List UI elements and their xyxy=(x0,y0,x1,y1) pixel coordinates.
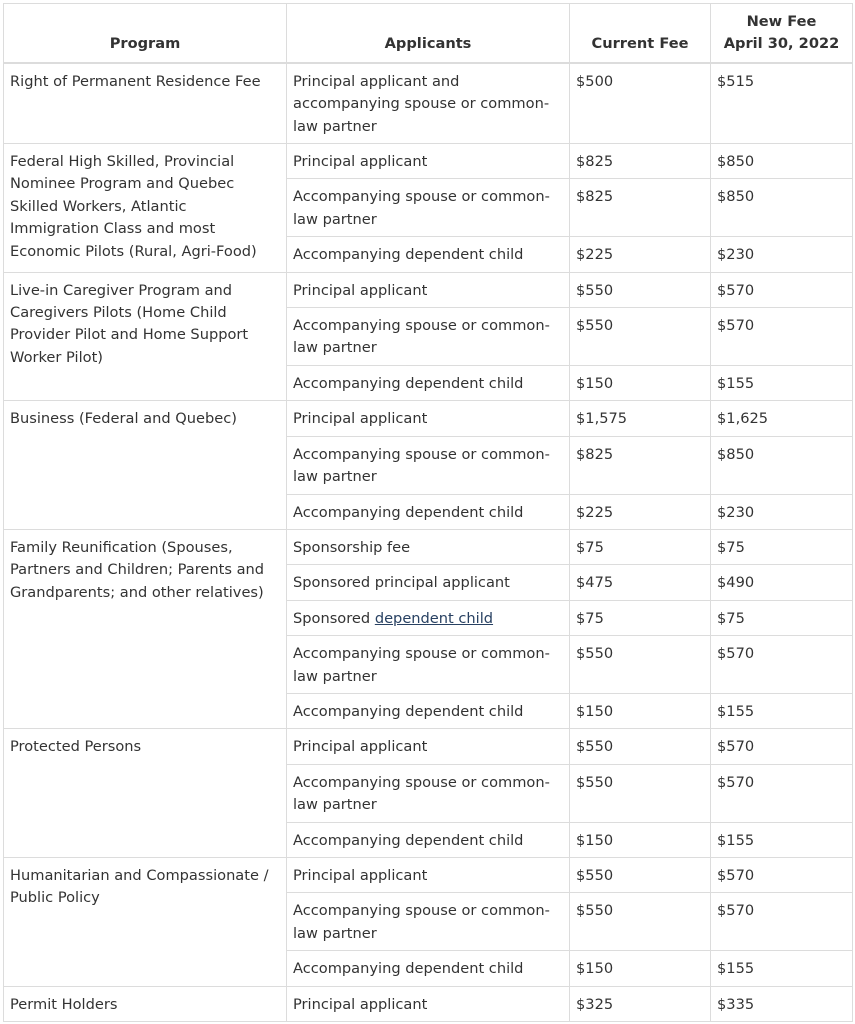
current-fee-cell: $75 xyxy=(570,600,711,635)
new-fee-cell: $230 xyxy=(711,237,853,272)
new-fee-cell: $570 xyxy=(711,636,853,694)
new-fee-cell: $230 xyxy=(711,494,853,529)
program-cell: Federal High Skilled, Provincial Nominee Program and Quebec Skilled Workers, Atlantic Immigration Class and most Economic Pilots (Rural, Agri-Food) xyxy=(4,144,287,273)
program-cell: Live-in Caregiver Program and Caregivers Pilots (Home Child Provider Pilot and Home Support Worker Pilot) xyxy=(4,272,287,401)
current-fee-cell: $825 xyxy=(570,144,711,179)
applicant-cell: Sponsorship fee xyxy=(287,529,570,564)
program-cell: Family Reunification (Spouses, Partners and Children; Parents and Grandparents; and other relatives) xyxy=(4,529,287,728)
applicant-cell: Accompanying dependent child xyxy=(287,365,570,400)
applicant-prefix: Sponsored xyxy=(293,609,375,627)
current-fee-cell: $825 xyxy=(570,179,711,237)
current-fee-cell: $225 xyxy=(570,237,711,272)
new-fee-cell: $1,625 xyxy=(711,401,853,436)
current-fee-cell: $325 xyxy=(570,986,711,1021)
current-fee-cell: $475 xyxy=(570,565,711,600)
fee-table-body xyxy=(4,63,853,1022)
dependent-child-link[interactable]: dependent child xyxy=(374,609,494,627)
table-row xyxy=(4,144,853,179)
fee-table xyxy=(3,3,853,1022)
current-fee-cell: $1,575 xyxy=(570,401,711,436)
table-row xyxy=(4,857,853,892)
table-row xyxy=(4,272,853,307)
applicant-cell: Principal applicant xyxy=(287,986,570,1021)
current-fee-cell: $150 xyxy=(570,365,711,400)
program-cell: Protected Persons xyxy=(4,729,287,858)
applicant-cell: Accompanying spouse or common-law partner xyxy=(287,893,570,951)
applicant-cell: Principal applicant and accompanying spouse or common-law partner xyxy=(287,63,570,144)
new-fee-cell: $155 xyxy=(711,693,853,728)
current-fee-cell: $550 xyxy=(570,893,711,951)
new-fee-cell: $75 xyxy=(711,600,853,635)
header-row xyxy=(4,4,853,63)
current-fee-cell: $550 xyxy=(570,272,711,307)
new-fee-cell: $155 xyxy=(711,822,853,857)
new-fee-cell: $850 xyxy=(711,144,853,179)
header-current-fee: Current Fee xyxy=(570,4,711,63)
new-fee-cell: $570 xyxy=(711,893,853,951)
new-fee-cell: $155 xyxy=(711,951,853,986)
new-fee-cell: $490 xyxy=(711,565,853,600)
program-cell: Right of Permanent Residence Fee xyxy=(4,63,287,144)
program-cell: Business (Federal and Quebec) xyxy=(4,401,287,530)
applicant-cell: Accompanying spouse or common-law partner xyxy=(287,636,570,694)
current-fee-cell: $550 xyxy=(570,764,711,822)
header-new-fee-line2: April 30, 2022 xyxy=(723,35,840,53)
applicant-cell: Accompanying dependent child xyxy=(287,951,570,986)
current-fee-cell: $550 xyxy=(570,857,711,892)
current-fee-cell: $150 xyxy=(570,693,711,728)
header-applicants: Applicants xyxy=(287,4,570,63)
new-fee-cell: $515 xyxy=(711,63,853,144)
applicant-cell: Accompanying spouse or common-law partner xyxy=(287,308,570,366)
current-fee-cell: $150 xyxy=(570,822,711,857)
current-fee-cell: $150 xyxy=(570,951,711,986)
new-fee-cell: $570 xyxy=(711,308,853,366)
current-fee-cell: $550 xyxy=(570,636,711,694)
applicant-cell: Accompanying spouse or common-law partner xyxy=(287,764,570,822)
new-fee-cell: $850 xyxy=(711,179,853,237)
header-program: Program xyxy=(4,4,287,63)
current-fee-cell: $550 xyxy=(570,308,711,366)
header-new-fee-line1: New Fee xyxy=(746,13,817,30)
applicant-cell: Principal applicant xyxy=(287,144,570,179)
applicant-cell: Accompanying dependent child xyxy=(287,822,570,857)
current-fee-cell: $550 xyxy=(570,729,711,764)
program-cell: Humanitarian and Compassionate / Public Policy xyxy=(4,857,287,986)
applicant-cell: Accompanying spouse or common-law partner xyxy=(287,436,570,494)
applicant-cell: Principal applicant xyxy=(287,272,570,307)
new-fee-cell: $335 xyxy=(711,986,853,1021)
applicant-cell xyxy=(287,600,570,635)
applicant-cell: Accompanying dependent child xyxy=(287,237,570,272)
table-row xyxy=(4,529,853,564)
new-fee-cell: $570 xyxy=(711,857,853,892)
current-fee-cell: $500 xyxy=(570,63,711,144)
applicant-cell: Sponsored principal applicant xyxy=(287,565,570,600)
applicant-cell: Accompanying dependent child xyxy=(287,693,570,728)
current-fee-cell: $75 xyxy=(570,529,711,564)
new-fee-cell: $75 xyxy=(711,529,853,564)
new-fee-cell: $155 xyxy=(711,365,853,400)
table-row xyxy=(4,63,853,144)
header-new-fee xyxy=(711,4,853,63)
applicant-cell: Accompanying dependent child xyxy=(287,494,570,529)
current-fee-cell: $825 xyxy=(570,436,711,494)
table-row xyxy=(4,986,853,1021)
new-fee-cell: $570 xyxy=(711,764,853,822)
applicant-cell: Accompanying spouse or common-law partner xyxy=(287,179,570,237)
applicant-cell: Principal applicant xyxy=(287,857,570,892)
program-cell: Permit Holders xyxy=(4,986,287,1021)
table-row xyxy=(4,401,853,436)
table-row xyxy=(4,729,853,764)
new-fee-cell: $570 xyxy=(711,272,853,307)
new-fee-cell: $850 xyxy=(711,436,853,494)
applicant-cell: Principal applicant xyxy=(287,401,570,436)
new-fee-cell: $570 xyxy=(711,729,853,764)
applicant-cell: Principal applicant xyxy=(287,729,570,764)
current-fee-cell: $225 xyxy=(570,494,711,529)
